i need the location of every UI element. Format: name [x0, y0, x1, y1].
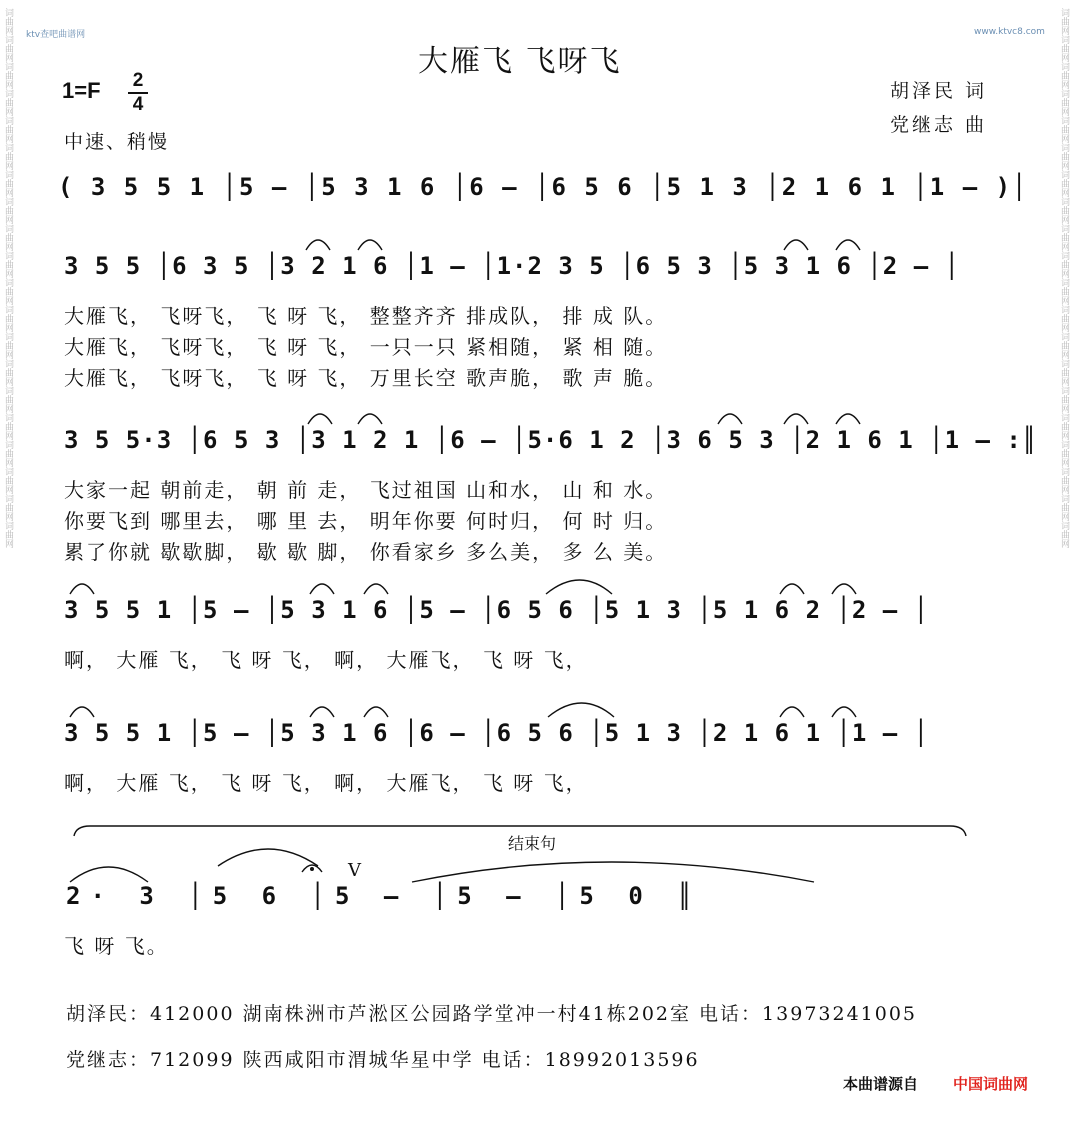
slur [548, 703, 614, 717]
staff-line-verse-1: 3 5 5 │6 3 5 │3 2 1 6 │1 – │1·2 3 5 │6 5 3 │5 3 1 6 │2 – │ [64, 252, 961, 280]
lyric-line-ending: 飞 呀 飞。 [64, 934, 169, 958]
slur [364, 584, 388, 594]
fermata-dot [310, 867, 314, 871]
slur [832, 707, 856, 717]
staff-line-verse-2: 3 5 5·3 │6 5 3 │3 1 2 1 │6 – │5·6 1 2 │3 6 5 3 │2 1 6 1 │1 – :║ [64, 426, 1038, 454]
lyric-line: 大雁飞， 飞呀飞， 飞 呀 飞， 万里长空 歌声脆， 歌 声 脆。 [64, 366, 668, 390]
slur [836, 240, 860, 250]
slur [546, 580, 612, 594]
right-site-mark: www.ktvc8.com [974, 27, 1045, 37]
watermark-text: 词曲网词曲网词曲网词曲网词曲网词曲网词曲网词曲网词曲网词曲网词曲网词曲网词曲网词曲网词曲网词曲网词曲网词曲网词曲网词曲网 [1059, 8, 1069, 548]
contact-line: 胡泽民：412000 湖南株洲市芦淞区公园路学堂冲一村41栋202室 电话：13973241005 [66, 1003, 918, 1025]
composer-credit: 党继志 曲 [890, 114, 988, 136]
ending-label: 结束句 [508, 834, 557, 853]
lyric-line: 啊， 大雁 飞， 飞 呀 飞， 啊， 大雁飞， 飞 呀 飞， [64, 648, 588, 672]
lyric-line: 啊， 大雁 飞， 飞 呀 飞， 啊， 大雁飞， 飞 呀 飞， [64, 771, 588, 795]
time-numerator: 2 [128, 70, 148, 94]
tempo-marking: 中速、稍慢 [64, 131, 170, 153]
left-site-mark: ktv查吧曲谱网 [26, 30, 86, 40]
slur [70, 707, 94, 717]
slur [718, 414, 742, 424]
slur [218, 849, 318, 866]
lyric-line: 大雁飞， 飞呀飞， 飞 呀 飞， 一只一只 紧相随， 紧 相 随。 [64, 335, 668, 359]
slur [784, 414, 808, 424]
slur [364, 707, 388, 717]
slur [310, 584, 334, 594]
slur [836, 414, 860, 424]
source-label: 本曲谱源自 [843, 1075, 919, 1093]
staff-line-intro: ( 3 5 5 1 │5 – │5 3 1 6 │6 – │6 5 6 │5 1 3 │2 1 6 1 │1 – )│ [58, 173, 1029, 201]
watermark-text: 词曲网词曲网词曲网词曲网词曲网词曲网词曲网词曲网词曲网词曲网词曲网词曲网词曲网词曲网词曲网词曲网词曲网词曲网词曲网词曲网 [3, 8, 13, 548]
slur [832, 584, 856, 594]
song-title: 大雁飞 飞呀飞 [418, 44, 622, 79]
lyric-line: 累了你就 歇歇脚， 歇 歇 脚， 你看家乡 多么美， 多 么 美。 [64, 540, 668, 564]
lyric-line: 大雁飞， 飞呀飞， 飞 呀 飞， 整整齐齐 排成队， 排 成 队。 [64, 304, 668, 328]
staff-line-chorus-2: 3 5 5 1 │5 – │5 3 1 6 │6 – │6 5 6 │5 1 3 │2 1 6 1 │1 – │ [64, 719, 930, 747]
slur [784, 240, 808, 250]
contact-line: 党继志：712099 陕西咸阳市渭城华星中学 电话：18992013596 [66, 1049, 700, 1071]
slur [310, 707, 334, 717]
lyric-line: 大家一起 朝前走， 朝 前 走， 飞过祖国 山和水， 山 和 水。 [64, 478, 668, 502]
lyric-line: 你要飞到 哪里去， 哪 里 去， 明年你要 何时归， 何 时 归。 [64, 509, 668, 533]
staff-line-ending: 2· 3 │5 6 │5 – │5 – │5 0 ║ [66, 882, 702, 910]
time-denominator: 4 [132, 94, 144, 115]
key-signature: 1=F [62, 78, 101, 103]
slur [780, 707, 804, 717]
slur [780, 584, 804, 594]
slur [308, 414, 332, 424]
slur [412, 862, 814, 882]
slur [70, 584, 94, 594]
lyricist-credit: 胡泽民 词 [890, 80, 988, 102]
source-brand-link[interactable]: 中国词曲网 [953, 1075, 1029, 1093]
slur [70, 867, 148, 882]
slur [306, 240, 330, 250]
breath-mark: V [348, 860, 361, 881]
staff-line-chorus-1: 3 5 5 1 │5 – │5 3 1 6 │5 – │6 5 6 │5 1 3 │5 1 6 2 │2 – │ [64, 596, 930, 624]
slur [358, 414, 382, 424]
slur [358, 240, 382, 250]
ending-bracket [74, 826, 966, 836]
